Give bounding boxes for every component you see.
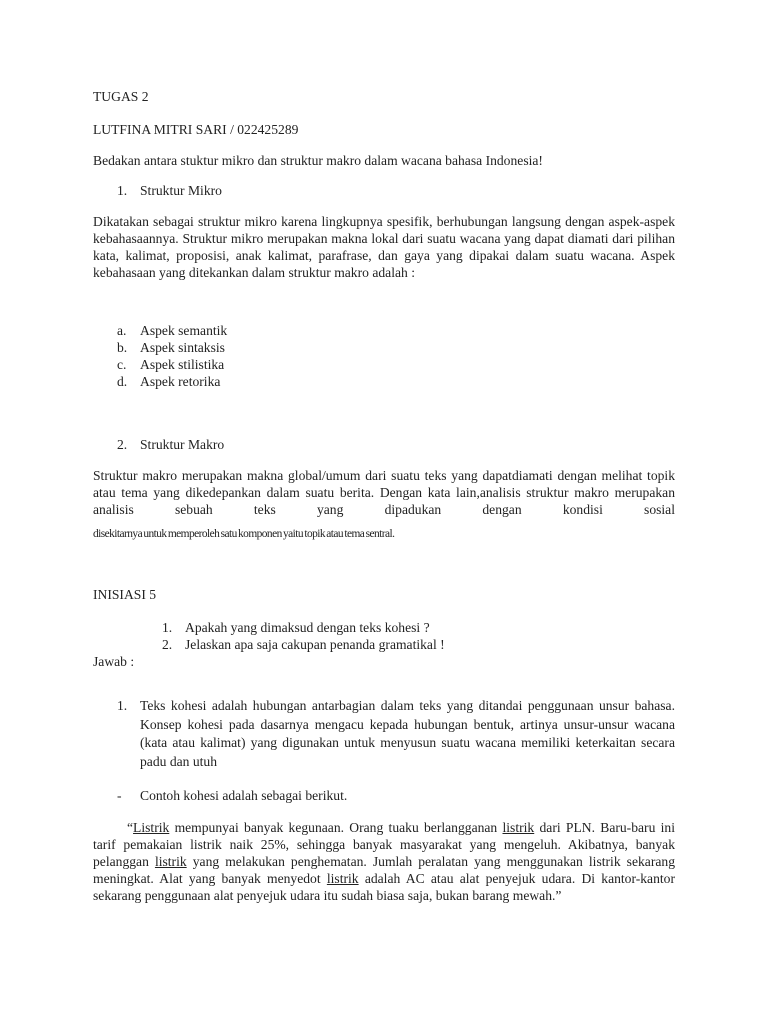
list-item: 2. Jelaskan apa saja cakupan penanda gramatikal ! — [162, 637, 445, 652]
answer-label: Jawab : — [93, 654, 135, 669]
answer-text: Teks kohesi adalah hubungan antarbagian dalam teks yang ditandai penggunaan unsur bahasa. Konsep kohesi pada dasarnya mengacu kepada hubungan bentuk, artinya unsur-unsur wacana (kata atau kalimat) yang digunakan untuk menyusun suatu wacana memiliki keterkaitan secara padu dan utuh — [140, 698, 675, 769]
section1-number: 1. — [117, 183, 128, 198]
section1-heading — [93, 182, 675, 199]
section1-paragraph: Dikatakan sebagai struktur mikro karena lingkupnya spesifik, berhubungan langsung dengan aspek-aspek kebahasaannya. Struktur mikro merupakan makna lokal dari suatu wacana yang dapat diamati dari pilihan kata, kalimat, proposisi, anak kalimat, parafrase, dan gaya yang dipakai dalam suatu wacana. Aspek kebahasaan yang ditekankan dalam struktur makro adalah : — [93, 214, 675, 280]
inisiasi-title: INISIASI 5 — [93, 587, 157, 602]
word-listrik: listrik — [502, 820, 535, 835]
inisiasi-question-list — [93, 619, 675, 653]
section2-heading — [93, 436, 675, 453]
section1-title: Struktur Mikro — [140, 183, 222, 198]
list-item: 1. Apakah yang dimaksud dengan teks kohesi ? — [162, 620, 430, 635]
section2-paragraph-tail: disekitarnya untuk memperoleh satu komponen yaitu topik atau tema sentral. — [93, 528, 395, 540]
list-item: c. Aspek stilistika — [117, 357, 225, 372]
student-name-id: LUTFINA MITRI SARI / 022425289 — [93, 122, 299, 137]
list-item: d. Aspek retorika — [117, 374, 221, 389]
example-text: Contoh kohesi adalah sebagai berikut. — [140, 788, 348, 803]
list-item: a. Aspek semantik — [117, 323, 228, 338]
section2-title: Struktur Makro — [140, 437, 225, 452]
section2-number: 2. — [117, 437, 128, 452]
list-item: b. Aspek sintaksis — [117, 340, 225, 355]
word-listrik: Listrik — [133, 820, 170, 835]
word-listrik: listrik — [154, 854, 187, 869]
example-quote: “Listrik mempunyai banyak kegunaan. Orang tuaku berlangganan listrik dari PLN. Baru-baru ini tarif pemakaian listrik naik 25%, sehingga banyak masyarakat yang mengeluh. Akibatnya, banyak pelanggan listrik yang melakukan penghematan. Jumlah peralatan yang menggunakan listrik sekarang meningkat. Alat yang banyak menyedot listrik adalah AC atau alat penyejuk udara. Di kantor-kantor sekarang penggunaan alat penyejuk udara itu sudah biasa saja, bukan barang mewah.” — [93, 820, 675, 903]
question-text: Bedakan antara stuktur mikro dan struktur makro dalam wacana bahasa Indonesia! — [93, 153, 543, 168]
assignment-title: TUGAS 2 — [93, 89, 149, 104]
answer-number: 1. — [117, 698, 128, 713]
example-bullet: - — [117, 788, 122, 803]
word-listrik: listrik — [326, 871, 359, 886]
example-item — [93, 787, 675, 804]
section2-paragraph: Struktur makro merupakan makna global/umum dari suatu teks yang dapatdiamati dengan melihat topik atau tema yang dikedepankan dalam suatu berita. Dengan kata lain,analisis struktur makro merupakan analisis sebuah teks yang dipadukan dengan kondisi sosial — [93, 468, 675, 517]
answer-item — [93, 697, 675, 771]
section1-aspect-list — [93, 322, 675, 390]
